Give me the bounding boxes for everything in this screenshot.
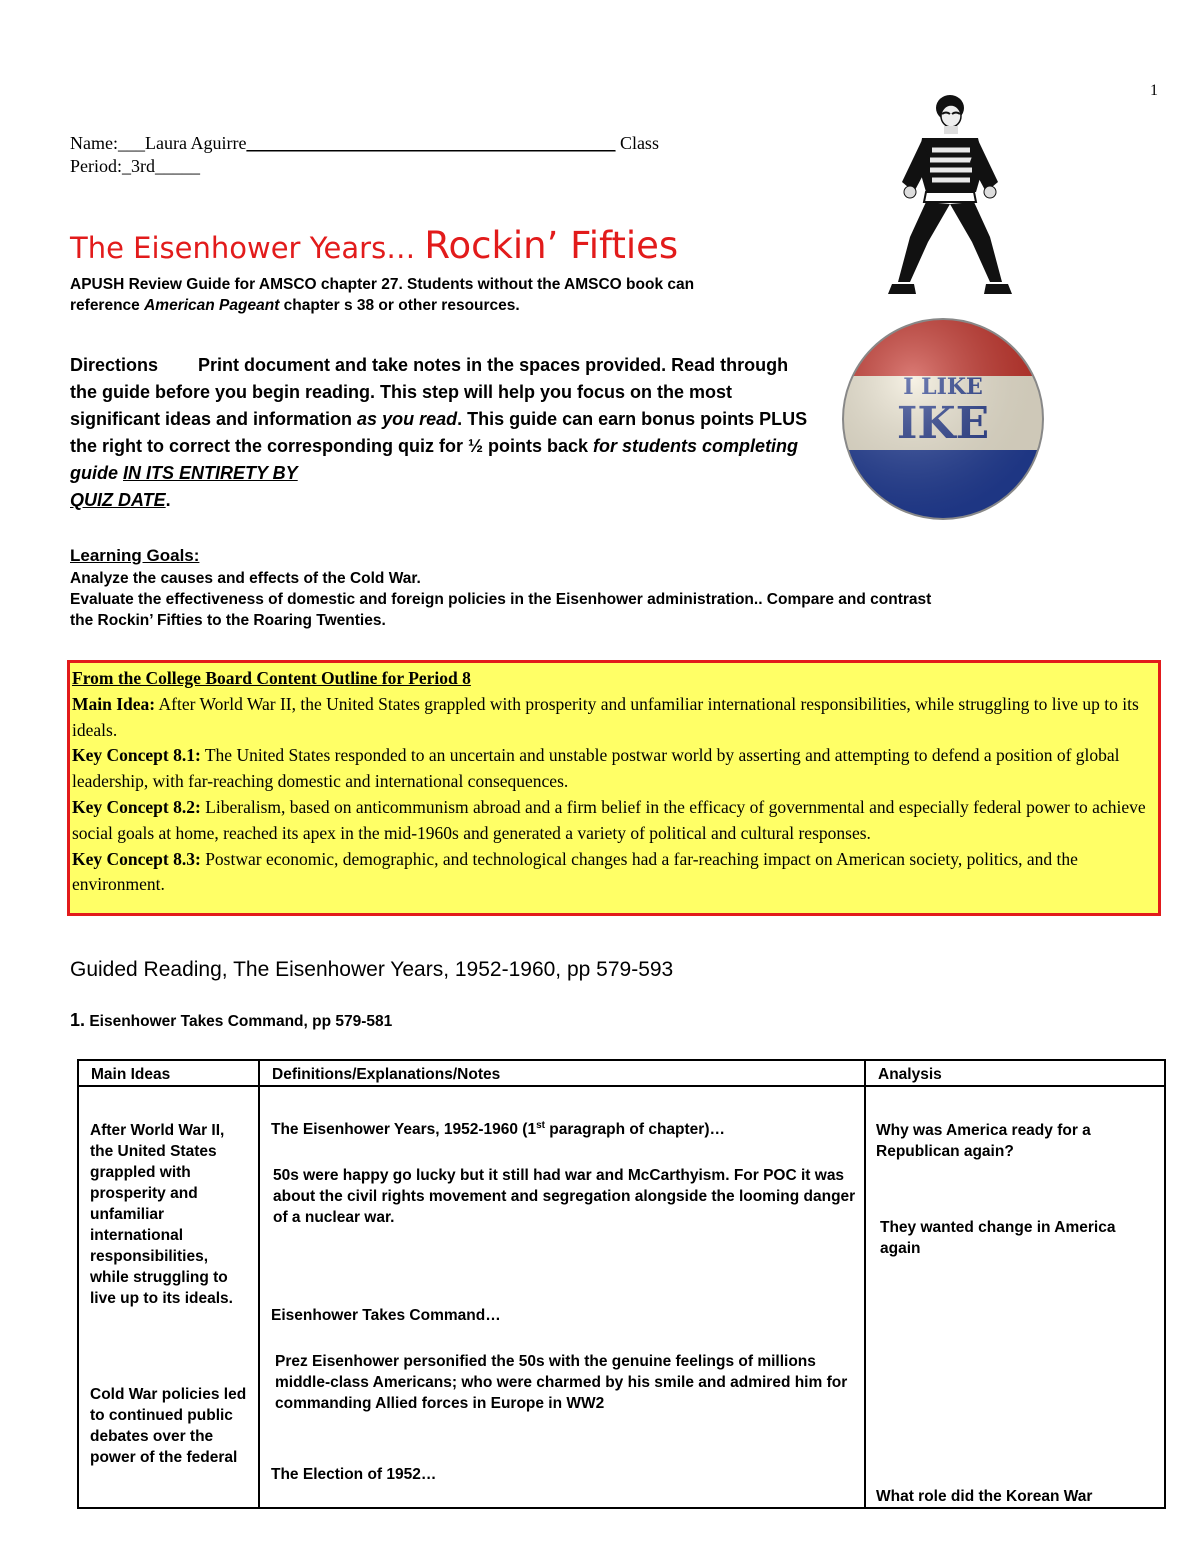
college-board-heading: From the College Board Content Outline for Period 8 <box>72 668 471 688</box>
note-3: Eisenhower Takes Command… <box>271 1307 501 1324</box>
main-idea-2: Cold War policies led to continued public debates over the power of the federal <box>90 1386 247 1466</box>
review-line1: APUSH Review Guide for AMSCO chapter 27. Students without the AMSCO book can <box>70 276 695 293</box>
header-main-ideas: Main Ideas <box>78 1060 259 1086</box>
main-idea <box>72 692 1156 744</box>
college-board-outline <box>67 660 1161 916</box>
directions-text2: . This guide can earn bonus points PLUS the right to correct the corresponding quiz for ½ points back <box>70 409 808 456</box>
table-header-row <box>78 1060 1165 1086</box>
analysis-cell[interactable] <box>865 1086 1165 1508</box>
learning-goal-2: Evaluate the effectiveness of domestic and foreign policies in the Eisenhower administration.. Compare and contrast <box>70 591 932 608</box>
period-line: Period:_3rd_____ <box>70 156 200 176</box>
directions-italic2: for students completing guide <box>70 436 799 483</box>
learning-goal-1: Analyze the causes and effects of the Cold War. <box>70 570 421 587</box>
analysis-question-2: What role did the Korean War <box>876 1488 1093 1505</box>
main-ideas-cell[interactable] <box>78 1086 259 1508</box>
header-analysis: Analysis <box>865 1060 1165 1086</box>
section-heading <box>70 1010 392 1031</box>
name-and-period <box>70 132 790 178</box>
learning-goal-3: the Rockin’ Fifties to the Roaring Twenties. <box>70 612 386 629</box>
directions-label: Directions <box>70 355 159 375</box>
note-5: The Election of 1952… <box>271 1466 437 1483</box>
table-row <box>78 1086 1165 1508</box>
name-blank: _________________________________________ <box>246 133 616 153</box>
learning-goals-heading: Learning Goals: <box>70 546 200 565</box>
section-number: 1. <box>70 1010 86 1030</box>
notes-cell[interactable] <box>259 1086 865 1508</box>
kc2-label: Key Concept 8.2: <box>72 796 201 817</box>
section-title: Eisenhower Takes Command, pp 579-581 <box>85 1013 393 1030</box>
name-label: Name:___Laura Aguirre <box>70 133 247 153</box>
directions-text1: Print document and take notes in the spaces provided. Read through the guide before you begin reading. This step will help you focus on the most significant ideas and information <box>70 355 789 429</box>
note-1: The Eisenhower Years, 1952-1960 (1st paragraph of chapter)… <box>271 1119 725 1138</box>
main-idea-text: After World War II, the United States grappled with prosperity and unfamiliar international responsibilities, while struggling to live up to its ideals. <box>72 693 1139 740</box>
page-number: 1 <box>1150 82 1158 99</box>
key-concept-8-2 <box>72 795 1156 847</box>
learning-goals <box>70 544 1130 631</box>
page-title <box>70 224 678 267</box>
directions-italic1: as you read <box>357 409 458 429</box>
kc2-text: Liberalism, based on anticommunism abroad and a firm belief in the efficacy of governmental and especially federal power to achieve social goals at home, reached its apex in the mid-1960s and generated a variety of political and cultural responses. <box>72 796 1146 843</box>
directions-underline2: QUIZ DATE <box>70 490 166 510</box>
main-idea-1: After World War II, the United States grappled with prosperity and unfamiliar international responsibilities, while struggling to live up to its ideals. <box>90 1122 233 1307</box>
analysis-answer-1: They wanted change in America again <box>880 1219 1116 1257</box>
header-definitions: Definitions/Explanations/Notes <box>259 1060 865 1086</box>
directions-underline1: IN ITS ENTIRETY BY <box>123 463 298 483</box>
directions-end: . <box>165 490 171 510</box>
analysis-question-1: Why was America ready for a Republican again? <box>876 1122 1091 1160</box>
kc1-label: Key Concept 8.1: <box>72 745 201 766</box>
class-label: Class <box>615 133 659 153</box>
guided-reading-heading: Guided Reading, The Eisenhower Years, 1952-1960, pp 579-593 <box>70 958 674 981</box>
elvis-figure-image <box>880 92 1020 302</box>
directions <box>70 352 820 514</box>
kc1-text: The United States responded to an uncertain and unstable postwar world by asserting and attempting to defend a position of global leadership, with far-reaching domestic and international consequences. <box>72 745 1120 792</box>
kc3-text: Postwar economic, demographic, and technological changes had a far-reaching impact on American society, politics, and the environment. <box>72 848 1078 895</box>
review-line2-pre: reference <box>70 297 145 314</box>
review-guide-intro <box>70 274 810 316</box>
title-part1: The Eisenhower Years… <box>70 231 425 265</box>
note-4: Prez Eisenhower personified the 50s with the genuine feelings of millions middle-class Americans; who were charmed by his smile and admired him for commanding Allied forces in Europe in WW2 <box>275 1353 848 1412</box>
review-book-title: American Pageant <box>144 297 280 314</box>
notes-table <box>77 1059 1166 1509</box>
main-idea-label: Main Idea: <box>72 693 156 714</box>
key-concept-8-3 <box>72 847 1156 899</box>
note-2: 50s were happy go lucky but it still had war and McCarthyism. For POC it was about the civil rights movement and segregation alongside the looming danger of a nuclear war. <box>273 1167 856 1226</box>
title-part2: Rockin’ Fifties <box>424 224 679 267</box>
review-line2-post: chapter s 38 or other resources. <box>279 297 520 314</box>
kc3-label: Key Concept 8.3: <box>72 848 201 869</box>
i-like-ike-button-image <box>838 314 1048 524</box>
key-concept-8-1 <box>72 743 1156 795</box>
